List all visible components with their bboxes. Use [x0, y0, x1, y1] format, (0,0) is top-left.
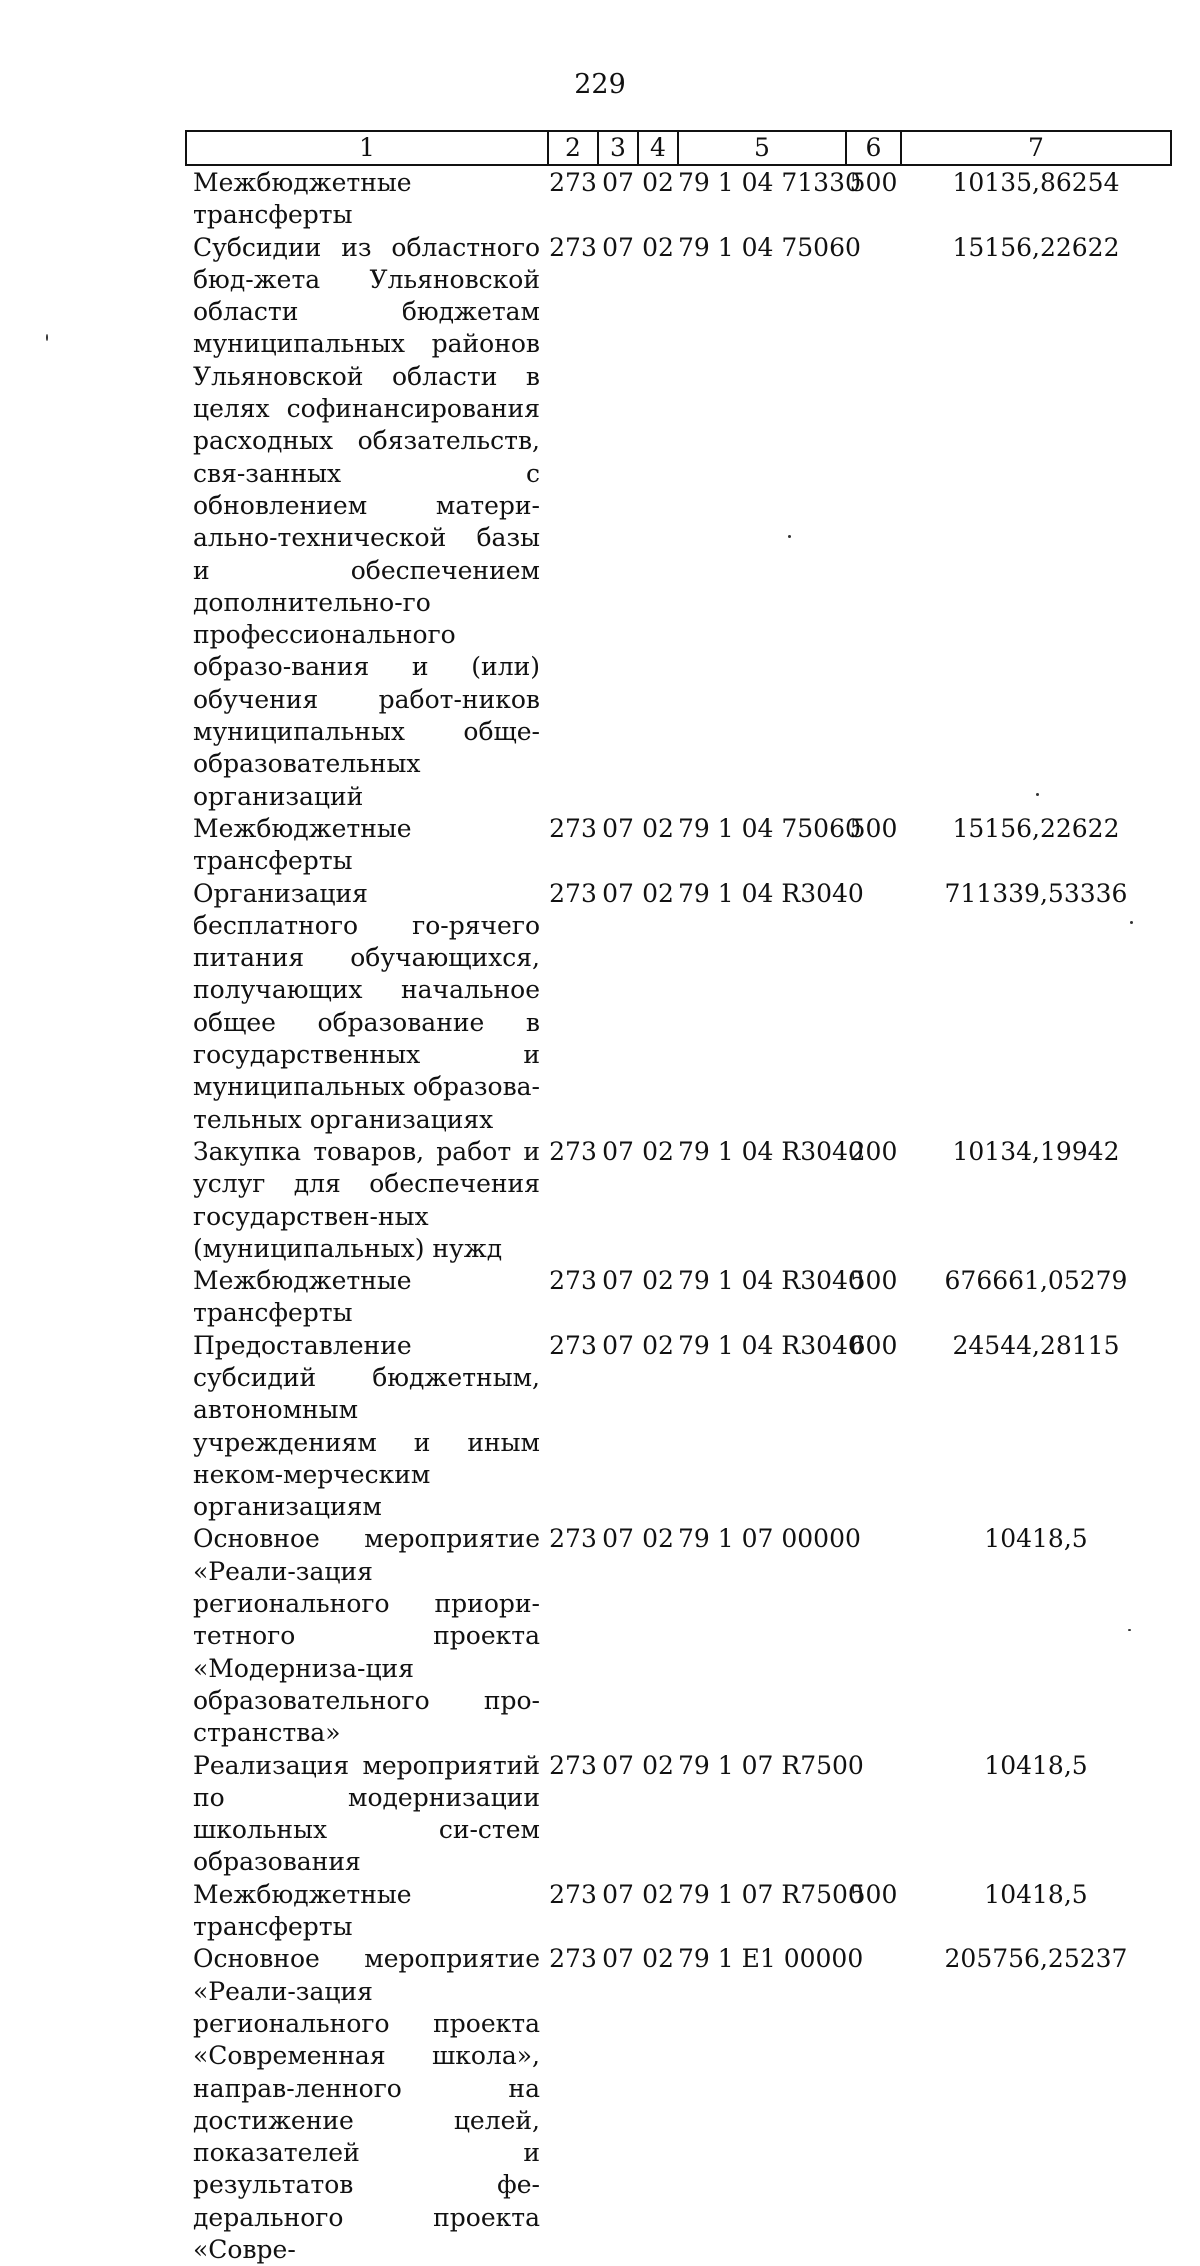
row-amount: 15156,22622 [952, 813, 1120, 843]
table-row [186, 1523, 1171, 1749]
row-target-article: 79 1 07 00000 [678, 1524, 861, 1554]
row-expense-type [846, 1523, 901, 1749]
table-row [186, 1265, 1171, 1330]
row-amount: 10134,19942 [952, 1136, 1120, 1166]
row-subsection: 02 [642, 1879, 674, 1909]
row-name: Межбюджетные трансферты [193, 168, 412, 230]
table-row [186, 813, 1171, 878]
row-section: 07 [602, 1330, 634, 1360]
row-target-article: 79 1 04 71330 [678, 168, 861, 197]
row-target-article: 79 1 04 R3040 [678, 1136, 864, 1166]
row-target-article: 79 1 07 R7500 [678, 1750, 864, 1780]
row-name: Основное мероприятие «Реали-зация регионального проекта «Современная школа», направ-ленного на достижение целей, показателей и результатов фе-дерального проекта «Совре- [193, 1944, 540, 2264]
row-expense-type: 600 [849, 1330, 898, 1360]
row-expense-type: 500 [849, 1879, 898, 1909]
scan-speck [1130, 921, 1133, 924]
row-subsection: 02 [642, 168, 674, 197]
row-subsection: 02 [642, 1944, 674, 1974]
row-amount: 15156,22622 [952, 232, 1120, 262]
row-amount: 10418,5 [984, 1524, 1088, 1554]
row-expense-type [846, 1750, 901, 1879]
column-header: 5 [678, 131, 846, 165]
row-amount: 10135,86254 [952, 168, 1120, 197]
row-expense-type: 500 [849, 1266, 898, 1296]
row-chapter: 273 [549, 1750, 597, 1780]
row-section: 07 [602, 878, 634, 908]
budget-table [185, 130, 1172, 2266]
row-subsection: 02 [642, 232, 674, 262]
row-expense-type [846, 878, 901, 1136]
scan-speck [788, 535, 791, 538]
table-row [186, 232, 1171, 813]
row-amount: 10418,5 [984, 1750, 1088, 1780]
row-chapter: 273 [549, 1266, 597, 1296]
scan-speck [46, 334, 48, 341]
row-chapter: 273 [549, 1330, 597, 1360]
row-target-article: 79 1 04 75060 [678, 232, 861, 262]
row-target-article: 79 1 04 R3040 [678, 878, 864, 908]
row-section: 07 [602, 1879, 634, 1909]
row-target-article: 79 1 04 75060 [678, 813, 861, 843]
row-chapter: 273 [549, 1524, 597, 1554]
row-name: Организация бесплатного го-рячего питания обучающихся, получающих начальное общее образование в государственных и муниципальных образова-тельных организациях [193, 878, 541, 1134]
row-amount: 205756,25237 [944, 1944, 1128, 1974]
column-header: 2 [548, 131, 598, 165]
table-row [186, 878, 1171, 1136]
row-chapter: 273 [549, 813, 597, 843]
row-name: Межбюджетные трансферты [193, 1879, 412, 1942]
column-header: 4 [638, 131, 678, 165]
row-section: 07 [602, 1750, 634, 1780]
column-header: 1 [186, 131, 548, 165]
row-subsection: 02 [642, 1266, 674, 1296]
row-section: 07 [602, 232, 634, 262]
row-name: Реализация мероприятий по модернизации школьных си-стем образования [193, 1750, 540, 1877]
row-name: Основное мероприятие «Реали-зация регионального приори-тетного проекта «Модерниза-ция образовательного про-странства» [193, 1524, 540, 1748]
row-subsection: 02 [642, 878, 674, 908]
row-subsection: 02 [642, 813, 674, 843]
column-header: 6 [846, 131, 901, 165]
row-chapter: 273 [549, 1944, 597, 1974]
row-name: Предоставление субсидий бюджетным, автономным учреждениям и иным неком-мерческим организациям [193, 1330, 540, 1522]
row-chapter: 273 [549, 1136, 597, 1166]
row-amount: 676661,05279 [944, 1266, 1128, 1296]
row-chapter: 273 [549, 1879, 597, 1909]
row-section: 07 [602, 1944, 634, 1974]
row-expense-type: 200 [849, 1136, 898, 1166]
row-subsection: 02 [642, 1524, 674, 1554]
row-section: 07 [602, 1524, 634, 1554]
table-row [186, 1330, 1171, 1524]
table-row [186, 1879, 1171, 1944]
row-subsection: 02 [642, 1330, 674, 1360]
row-target-article: 79 1 04 R3040 [678, 1330, 864, 1360]
row-target-article: 79 1 04 R3040 [678, 1266, 864, 1296]
table-header-row [186, 131, 1171, 165]
row-amount: 10418,5 [984, 1879, 1088, 1909]
table-row [186, 1943, 1171, 2266]
row-expense-type: 500 [849, 168, 898, 197]
row-expense-type [846, 1943, 901, 2266]
row-expense-type [846, 232, 901, 813]
row-name: Межбюджетные трансферты [193, 1266, 412, 1328]
row-chapter: 273 [549, 878, 597, 908]
row-subsection: 02 [642, 1136, 674, 1166]
row-expense-type: 500 [849, 813, 898, 843]
column-header: 3 [598, 131, 638, 165]
row-chapter: 273 [549, 232, 597, 262]
scan-speck [1036, 793, 1039, 796]
table-row [186, 1136, 1171, 1265]
row-target-article: 79 1 E1 00000 [678, 1944, 864, 1974]
row-section: 07 [602, 1266, 634, 1296]
table-row [186, 165, 1171, 232]
row-name: Субсидии из областного бюд-жета Ульяновской области бюджетам муниципальных районов Ульяновской области в целях софинансирования расходных обязательств, свя-занных с обновлением матери-ально-технической базы и обеспечением дополнительно-го профессионального образо-вания и (или) обучения работ-ников муниципальных обще-образовательных организаций [193, 232, 540, 811]
row-amount: 24544,28115 [952, 1330, 1120, 1360]
row-section: 07 [602, 813, 634, 843]
row-section: 07 [602, 1136, 634, 1166]
row-chapter: 273 [549, 168, 597, 197]
row-subsection: 02 [642, 1750, 674, 1780]
row-amount: 711339,53336 [944, 878, 1128, 908]
table-row [186, 1750, 1171, 1879]
row-name: Закупка товаров, работ и услуг для обеспечения государствен-ных (муниципальных) нужд [193, 1136, 540, 1263]
page-number: 229 [574, 69, 626, 100]
row-name: Межбюджетные трансферты [193, 813, 412, 876]
column-header: 7 [901, 131, 1171, 165]
row-target-article: 79 1 07 R7500 [678, 1879, 864, 1909]
row-section: 07 [602, 168, 634, 197]
scan-speck [1128, 1629, 1131, 1631]
